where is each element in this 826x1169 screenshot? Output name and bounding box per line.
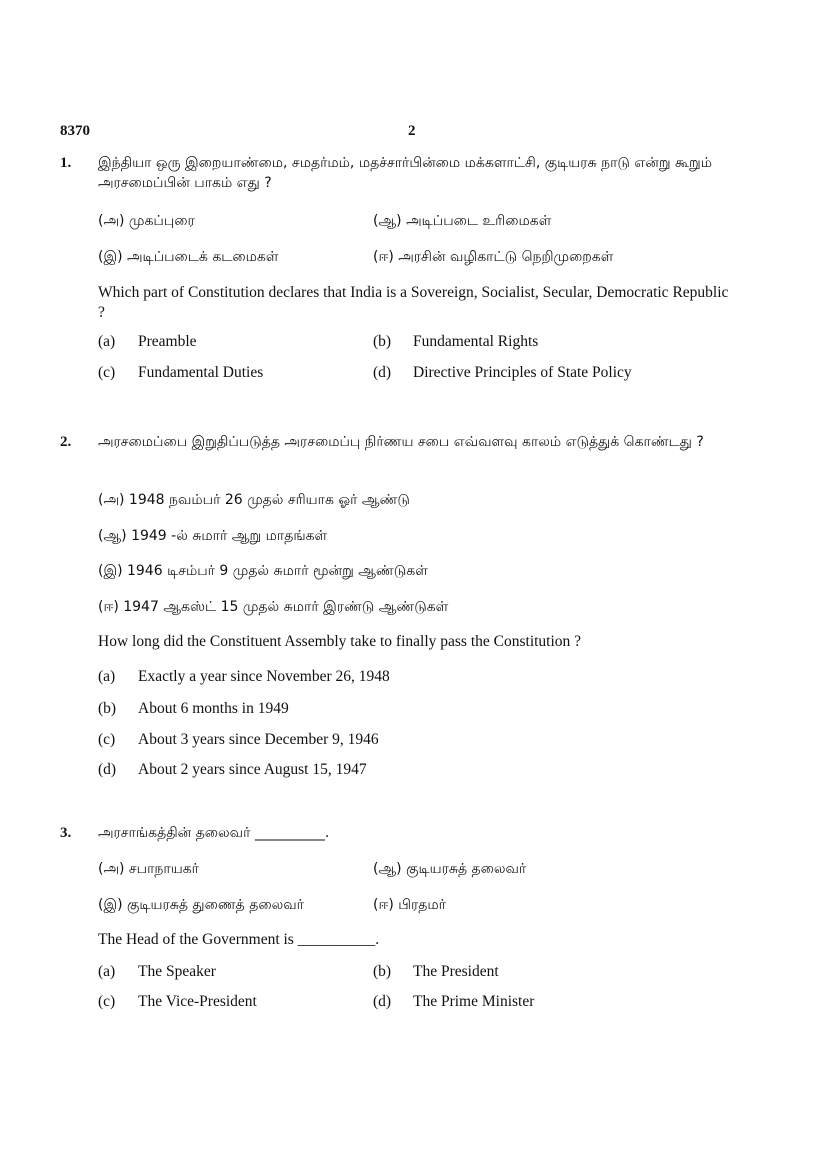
option-text: About 3 years since December 9, 1946 — [138, 731, 379, 748]
option-label: (a) — [98, 333, 116, 350]
tamil-option-c: (இ) அடிப்படைக் கடமைகள் — [98, 249, 279, 265]
option-label: (c) — [98, 364, 116, 381]
english-option-d — [373, 992, 534, 1012]
option-label: (b) — [373, 333, 392, 350]
question-english-text: Which part of Constitution declares that India is a Sovereign, Socialist, Secular, Democratic Republic ? — [98, 284, 729, 321]
option-text: Directive Principles of State Policy — [413, 364, 632, 381]
option-text: The President — [413, 963, 499, 980]
option-label: (a) — [98, 668, 116, 685]
english-option-c — [98, 992, 257, 1012]
option-text: Fundamental Duties — [138, 364, 264, 381]
question-english-text: How long did the Constituent Assembly take to finally pass the Constitution ? — [98, 633, 582, 650]
question-number: 3. — [60, 825, 72, 841]
question-tamil-text: இந்தியா ஒரு இறையாண்மை, சமதர்மம், மதச்சார்பின்மை மக்களாட்சி, குடியரசு நாடு என்று கூறும் அரசமைப்பின் பாகம் எது ? — [98, 155, 713, 191]
english-option-a — [98, 667, 390, 687]
tamil-option-c: (இ) 1946 டிசம்பர் 9 முதல் சுமார் மூன்று ஆண்டுகள் — [98, 563, 428, 579]
option-label: (a) — [98, 963, 116, 980]
option-text: Preamble — [138, 333, 197, 350]
option-label: (d) — [373, 364, 392, 381]
english-option-c — [98, 730, 379, 750]
english-option-c — [98, 363, 263, 383]
option-text: About 6 months in 1949 — [138, 700, 289, 717]
tamil-option-a: (அ) 1948 நவம்பர் 26 முதல் சரியாக ஓர் ஆண்டு — [98, 492, 410, 508]
tamil-option-d: (ஈ) 1947 ஆகஸ்ட் 15 முதல் சுமார் இரண்டு ஆண்டுகள் — [98, 599, 449, 615]
option-text: The Vice-President — [138, 993, 257, 1010]
tamil-option-b: (ஆ) 1949 -ல் சுமார் ஆறு மாதங்கள் — [98, 528, 328, 544]
english-option-b — [373, 332, 538, 352]
option-label: (b) — [373, 963, 392, 980]
option-label: (c) — [98, 993, 116, 1010]
option-label: (d) — [373, 993, 392, 1010]
tamil-option-b: (ஆ) குடியரசுத் தலைவர் — [373, 861, 527, 877]
tamil-option-d: (ஈ) அரசின் வழிகாட்டு நெறிமுறைகள் — [373, 249, 614, 265]
tamil-option-c: (இ) குடியரசுத் துணைத் தலைவர் — [98, 897, 304, 913]
english-option-b — [98, 699, 289, 719]
option-text: Fundamental Rights — [413, 333, 539, 350]
option-label: (d) — [98, 761, 117, 778]
option-text: Exactly a year since November 26, 1948 — [138, 668, 390, 685]
option-label: (b) — [98, 700, 117, 717]
question-tamil-text: அரசாங்கத்தின் தலைவர் __________. — [98, 825, 330, 841]
option-text: The Prime Minister — [413, 993, 535, 1010]
paper-code: 8370 — [60, 123, 90, 139]
option-text: The Speaker — [138, 963, 216, 980]
tamil-option-d: (ஈ) பிரதமர் — [373, 897, 446, 913]
option-label: (c) — [98, 731, 116, 748]
option-text: About 2 years since August 15, 1947 — [138, 761, 367, 778]
english-option-d — [98, 760, 367, 780]
english-option-a — [98, 962, 216, 982]
question-number: 1. — [60, 155, 72, 171]
english-option-b — [373, 962, 499, 982]
page-number: 2 — [408, 123, 416, 139]
english-option-a — [98, 332, 197, 352]
tamil-option-a: (அ) முகப்புரை — [98, 213, 195, 229]
english-option-d — [373, 363, 632, 383]
tamil-option-a: (அ) சபாநாயகர் — [98, 861, 199, 877]
question-tamil-text: அரசமைப்பை இறுதிப்படுத்த அரசமைப்பு நிர்ணய சபை எவ்வளவு காலம் எடுத்துக் கொண்டது ? — [98, 434, 704, 450]
question-number: 2. — [60, 434, 72, 450]
question-english-text: The Head of the Government is __________. — [98, 931, 380, 948]
tamil-option-b: (ஆ) அடிப்படை உரிமைகள் — [373, 213, 552, 229]
